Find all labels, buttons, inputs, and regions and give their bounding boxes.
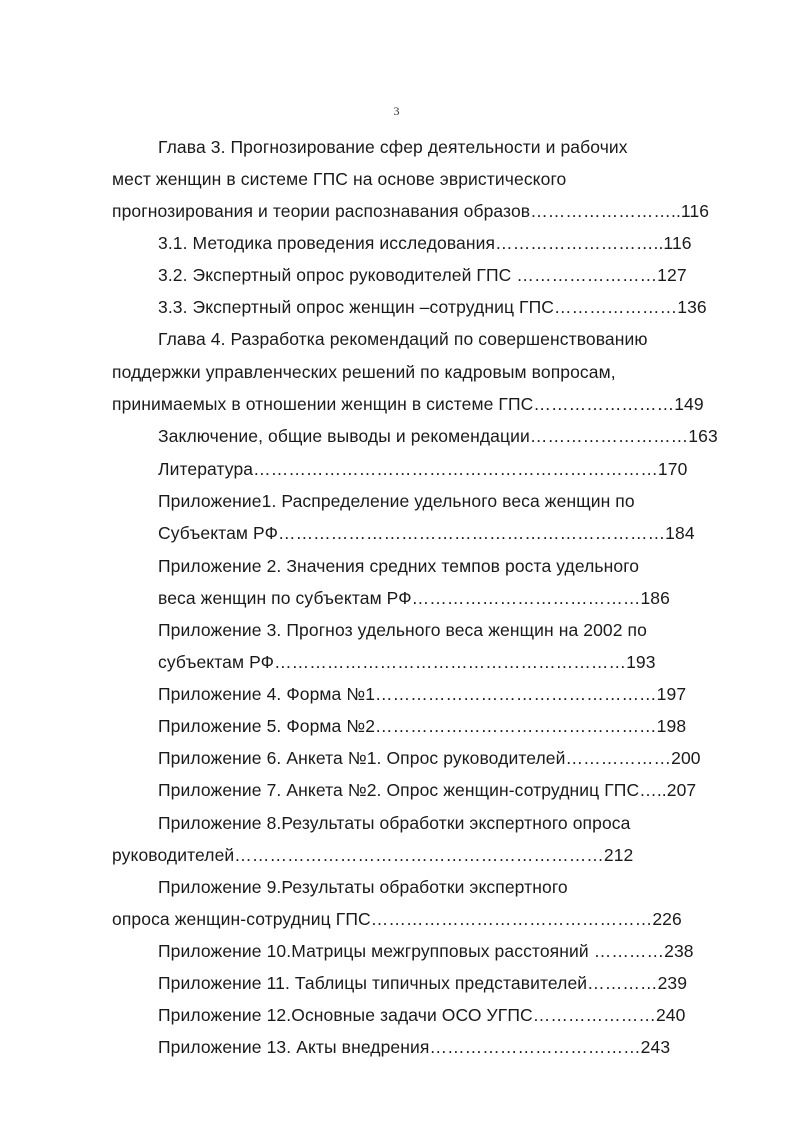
- toc-line-appendix-6: Приложение 6. Анкета №1. Опрос руководителей………………200: [158, 748, 701, 768]
- toc-line-chapter-3-cont-2: прогнозирования и теории распознавания образов……………………..116: [112, 201, 710, 221]
- toc-line-appendix-4: Приложение 4. Форма №1…………………………………………197: [158, 684, 687, 704]
- toc-line-appendix-9-cont: опроса женщин-сотрудниц ГПС…………………………………………226: [112, 909, 682, 929]
- toc-line-appendix-13: Приложение 13. Акты внедрения………………………………243: [158, 1037, 671, 1057]
- toc-line-appendix-9: Приложение 9.Результаты обработки экспертного: [158, 877, 568, 897]
- toc-line-appendix-11: Приложение 11. Таблицы типичных представителей…………239: [158, 973, 688, 993]
- toc-line-appendix-7: Приложение 7. Анкета №2. Опрос женщин-сотрудниц ГПС…..207: [158, 780, 697, 800]
- toc-line-section-3-2: 3.2. Экспертный опрос руководителей ГПС ……………………127: [158, 265, 687, 285]
- toc-line-appendix-3-cont: субъектам РФ……………………………………………………193: [158, 652, 656, 672]
- toc-line-appendix-8: Приложение 8.Результаты обработки экспертного опроса: [158, 813, 631, 833]
- toc-line-chapter-3-title: Глава 3. Прогнозирование сфер деятельности и рабочих: [158, 137, 628, 157]
- toc-line-appendix-1: Приложение1. Распределение удельного веса женщин по: [158, 491, 635, 511]
- toc-line-chapter-4-cont-2: принимаемых в отношении женщин в системе ГПС……………………149: [112, 394, 704, 414]
- toc-line-literature: Литература……………………………………………………………170: [158, 459, 688, 479]
- toc-line-section-3-1: 3.1. Методика проведения исследования………………………..116: [158, 233, 692, 253]
- toc-line-section-3-3: 3.3. Экспертный опрос женщин –сотрудниц ГПС…………………136: [158, 297, 707, 317]
- toc-line-appendix-10: Приложение 10.Матрицы межгрупповых расстояний …………238: [158, 941, 694, 961]
- toc-line-appendix-2-cont: веса женщин по субъектам РФ…………………………………186: [158, 588, 670, 608]
- toc-line-chapter-4-cont-1: поддержки управленческих решений по кадровым вопросам,: [112, 362, 616, 382]
- toc-line-conclusion: Заключение, общие выводы и рекомендации………………………163: [158, 426, 718, 446]
- page-number: 3: [393, 104, 400, 118]
- toc-line-appendix-2: Приложение 2. Значения средних темпов роста удельного: [158, 556, 640, 576]
- toc-line-chapter-4-title: Глава 4. Разработка рекомендаций по совершенствованию: [158, 329, 648, 349]
- toc-line-appendix-5: Приложение 5. Форма №2…………………………………………198: [158, 716, 687, 736]
- toc-line-chapter-3-cont-1: мест женщин в системе ГПС на основе эвристического: [112, 169, 567, 189]
- toc-line-appendix-1-cont: Субъектам РФ…………………………………………………………184: [158, 523, 695, 543]
- toc-line-appendix-8-cont: руководителей………………………………………………………212: [112, 845, 634, 865]
- toc-line-appendix-12: Приложение 12.Основные задачи ОСО УГПС…………………240: [158, 1005, 686, 1025]
- toc-line-appendix-3: Приложение 3. Прогноз удельного веса женщин на 2002 по: [158, 620, 647, 640]
